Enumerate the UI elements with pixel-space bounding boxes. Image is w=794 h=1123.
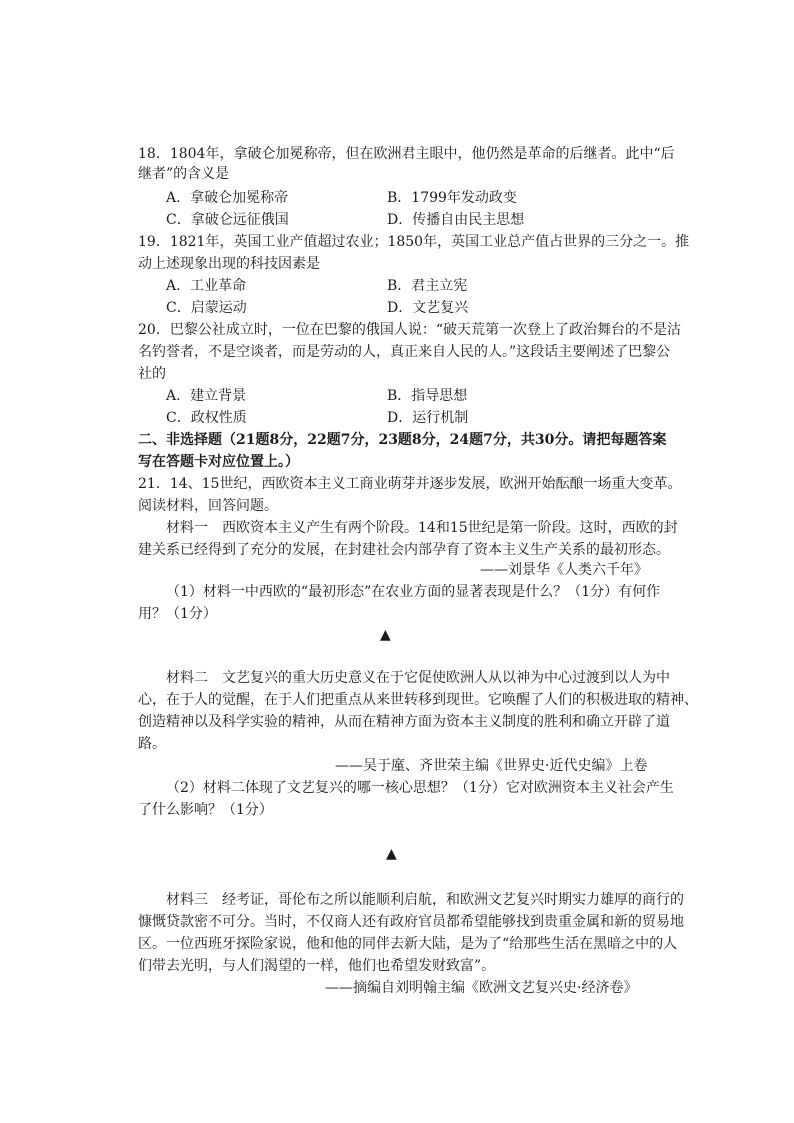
material3-line-1: 材料三 经考证，哥伦布之所以能顺利启航，和欧洲文艺复兴时期实力雄厚的商行的 <box>166 892 684 908</box>
q20-stem-line-2: 名钓誉者，不是空谈者，而是劳动的人，真正来自人民的人。”这段话主要阐述了巴黎公 <box>138 344 671 360</box>
q18-stem-line-1: 18．1804年，拿破仑加冕称帝，但在欧洲君主眼中，他仍然是革命的后继者。此中“后 <box>138 146 675 162</box>
q20-option-d: D．运行机制 <box>387 410 469 426</box>
q19-stem-line-2: 动上述现象出现的科技因素是 <box>138 256 320 272</box>
q18-stem-line-2: 继者”的含义是 <box>138 166 230 182</box>
sub2-line-2: 了什么影响？（1分） <box>138 802 273 818</box>
material3-line-4: 们带去光明，与人们渴望的一样，他们也希望发财致富”。 <box>138 958 496 974</box>
q19-option-b: B．君主立宪 <box>387 278 468 294</box>
material3-line-2: 慷慨贷款密不可分。当时，不仅商人还有政府官员都希望能够找到贵重金属和新的贸易地 <box>138 914 684 930</box>
q20-stem-line-1: 20．巴黎公社成立时，一位在巴黎的俄国人说：“破天荒第一次登上了政治舞台的不是沽 <box>138 322 681 338</box>
material2-line-1: 材料二 文艺复兴的重大历史意义在于它促使欧洲人从以神为中心过渡到以人为中 <box>166 670 670 686</box>
material1-source: ——刘景华《人类六千年》 <box>480 562 648 578</box>
q21-stem-line-2: 阅读材料，回答问题。 <box>138 498 278 514</box>
material3-line-3: 区。一位西班牙探险家说，他和他的同伴去新大陆，是为了“给那些生活在黑暗之中的人 <box>138 936 678 952</box>
q19-option-c: C．启蒙运动 <box>166 300 247 316</box>
material2-line-3: 创造精神以及科学实验的精神，从而在精神方面为资本主义制度的胜利和确立开辟了道 <box>138 714 670 730</box>
answer-marker-2: ▲ <box>386 846 397 862</box>
q18-option-d: D．传播自由民主思想 <box>387 212 525 228</box>
q19-option-d: D．文艺复兴 <box>387 300 469 316</box>
q18-option-b: B．1799年发动政变 <box>387 190 517 206</box>
q19-option-a: A．工业革命 <box>166 278 247 294</box>
material1-line-1: 材料一 西欧资本主义产生有两个阶段。14和15世纪是第一阶段。这时，西欧的封 <box>166 520 678 536</box>
sub2-line-1: （2）材料二体现了文艺复兴的哪一核心思想？（1分）它对欧洲资本主义社会产生 <box>166 780 674 796</box>
q21-stem-line-1: 21．14、15世纪，西欧资本主义工商业萌芽并逐步发展，欧洲开始酝酿一场重大变革。 <box>138 476 682 492</box>
q20-option-c: C．政权性质 <box>166 410 247 426</box>
sub1-line-1: （1）材料一中西欧的“最初形态”在农业方面的显著表现是什么？（1分）有何作 <box>166 584 661 600</box>
section2-heading-line-2: 写在答题卡对应位置上。） <box>138 454 299 470</box>
section2-heading-line-1: 二、非选择题（21题8分，22题7分，23题8分，24题7分，共30分。请把每题答案 <box>138 432 667 448</box>
material2-line-2: 心，在于人的觉醒，在于人们把重点从来世转移到现世。它唤醒了人们的积极进取的精神、 <box>138 692 698 708</box>
material2-source: ——吴于廑、齐世荣主编《世界史·近代史编》上卷 <box>335 758 648 774</box>
q19-stem-line-1: 19．1821年，英国工业产值超过农业；1850年，英国工业总产值占世界的三分之一。推 <box>138 234 690 250</box>
material3-source: ——摘编自刘明翰主编《欧洲文艺复兴史·经济卷》 <box>325 980 638 996</box>
q18-option-a: A．拿破仑加冕称帝 <box>166 190 289 206</box>
q18-option-c: C．拿破仑远征俄国 <box>166 212 289 228</box>
material1-line-2: 建关系已经得到了充分的发展，在封建社会内部孕育了资本主义生产关系的最初形态。 <box>138 542 670 558</box>
sub1-line-2: 用？（1分） <box>138 606 217 622</box>
q20-option-b: B．指导思想 <box>387 388 468 404</box>
q20-option-a: A．建立背景 <box>166 388 247 404</box>
material2-line-4: 路。 <box>138 736 166 752</box>
q20-stem-line-3: 社的 <box>138 366 166 382</box>
answer-marker-1: ▲ <box>380 627 391 643</box>
